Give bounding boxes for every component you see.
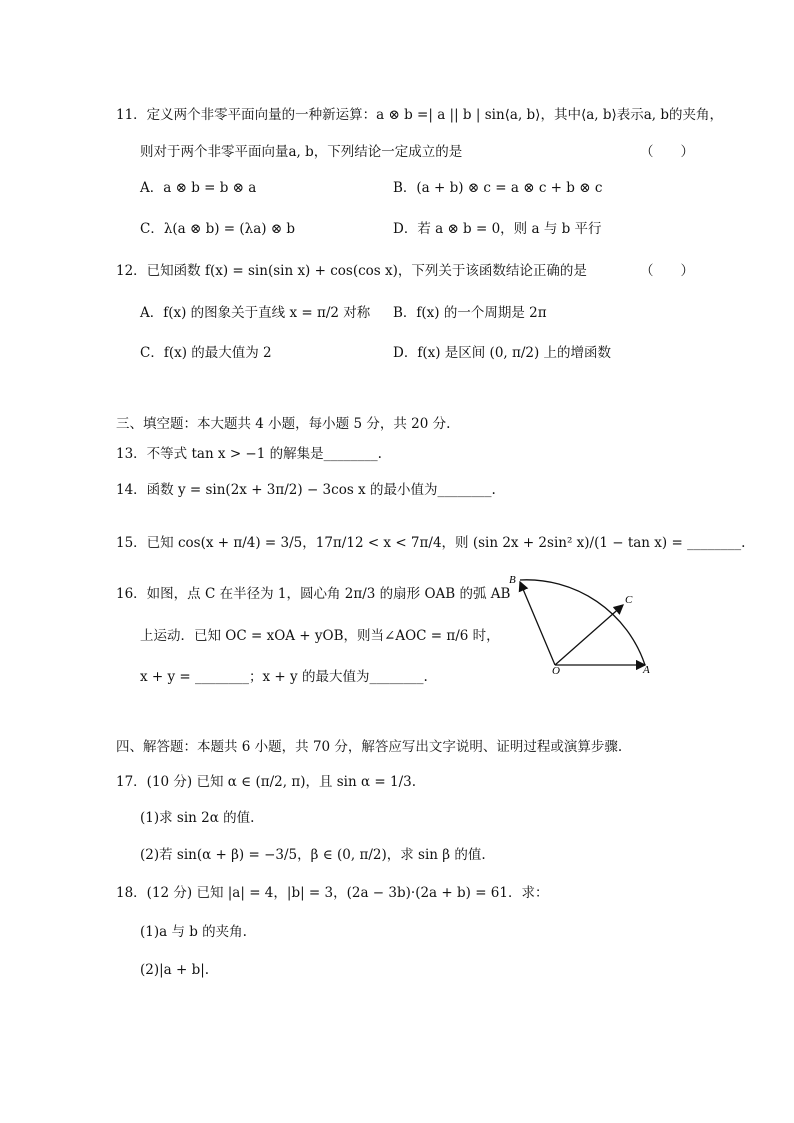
- q11-option-d: D．若 a ⊗ b = 0，则 a 与 b 平行: [393, 221, 602, 237]
- q13-text: 13．不等式 tan x > −1 的解集是________.: [116, 446, 382, 462]
- q12-option-b: B．f(x) 的一个周期是 2π: [393, 305, 547, 321]
- label-b: B: [509, 574, 516, 586]
- section-3-heading: 三、填空题：本大题共 4 小题，每小题 5 分，共 20 分.: [116, 416, 451, 432]
- q18-stem: 18．(12 分) 已知 |a| = 4，|b| = 3，(2a − 3b)·(2a + b) = 61．求：: [116, 885, 549, 901]
- sector-diagram: [505, 570, 665, 680]
- section-4-heading: 四、解答题：本题共 6 小题，共 70 分，解答应写出文字说明、证明过程或演算步骤.: [116, 739, 623, 755]
- q17-part-2: (2)若 sin(α + β) = −3/5，β ∈ (0, π/2)，求 sin β 的值.: [140, 847, 486, 863]
- q18-part-2: (2)|a + b|.: [140, 962, 210, 978]
- ray-ob: [520, 582, 555, 665]
- label-o: O: [552, 665, 560, 677]
- q12-option-c: C．f(x) 的最大值为 2: [140, 345, 272, 361]
- q12-option-d: D．f(x) 是区间 (0, π/2) 上的增函数: [393, 345, 612, 361]
- label-a: A: [643, 664, 650, 676]
- q14-text: 14．函数 y = sin(2x + 3π/2) − 3cos x 的最小值为________.: [116, 482, 496, 498]
- q12-option-a: A．f(x) 的图象关于直线 x = π/2 对称: [140, 305, 371, 321]
- q12-answer-paren: （ ）: [640, 263, 694, 279]
- q11-option-c: C．λ(a ⊗ b) = (λa) ⊗ b: [140, 221, 296, 237]
- q11-stem: 11．定义两个非零平面向量的一种新运算：a ⊗ b =| a || b | sin⟨a, b⟩，其中⟨a, b⟩表示a, b的夹角，: [116, 107, 724, 123]
- ray-oc: [555, 605, 623, 665]
- q11-option-b: B．(a + b) ⊗ c = a ⊗ c + b ⊗ c: [393, 180, 603, 196]
- q11-stem-2: 则对于两个非零平面向量a, b，下列结论一定成立的是: [140, 144, 463, 160]
- q11-answer-paren: （ ）: [640, 144, 694, 160]
- q15-text: 15．已知 cos(x + π/4) = 3/5，17π/12 < x < 7π/4，则 (sin 2x + 2sin² x)/(1 − tan x) = ________.: [116, 535, 746, 551]
- label-c: C: [625, 594, 633, 606]
- q16-line-1: 16．如图，点 C 在半径为 1，圆心角 2π/3 的扇形 OAB 的弧 AB: [116, 586, 511, 602]
- sector-arc: [520, 580, 645, 665]
- q17-stem: 17．(10 分) 已知 α ∈ (π/2, π)，且 sin α = 1/3.: [116, 774, 417, 790]
- q16-line-2: 上运动．已知 OC = xOA + yOB，则当∠AOC = π/6 时，: [140, 628, 500, 644]
- q16-line-3: x + y = ________；x + y 的最大值为________.: [140, 669, 428, 685]
- q11-option-a: A．a ⊗ b = b ⊗ a: [140, 180, 257, 196]
- q12-stem: 12．已知函数 f(x) = sin(sin x) + cos(cos x)，下列关于该函数结论正确的是: [116, 263, 587, 279]
- q17-part-1: (1)求 sin 2α 的值.: [140, 810, 255, 826]
- q18-part-1: (1)a 与 b 的夹角.: [140, 924, 247, 940]
